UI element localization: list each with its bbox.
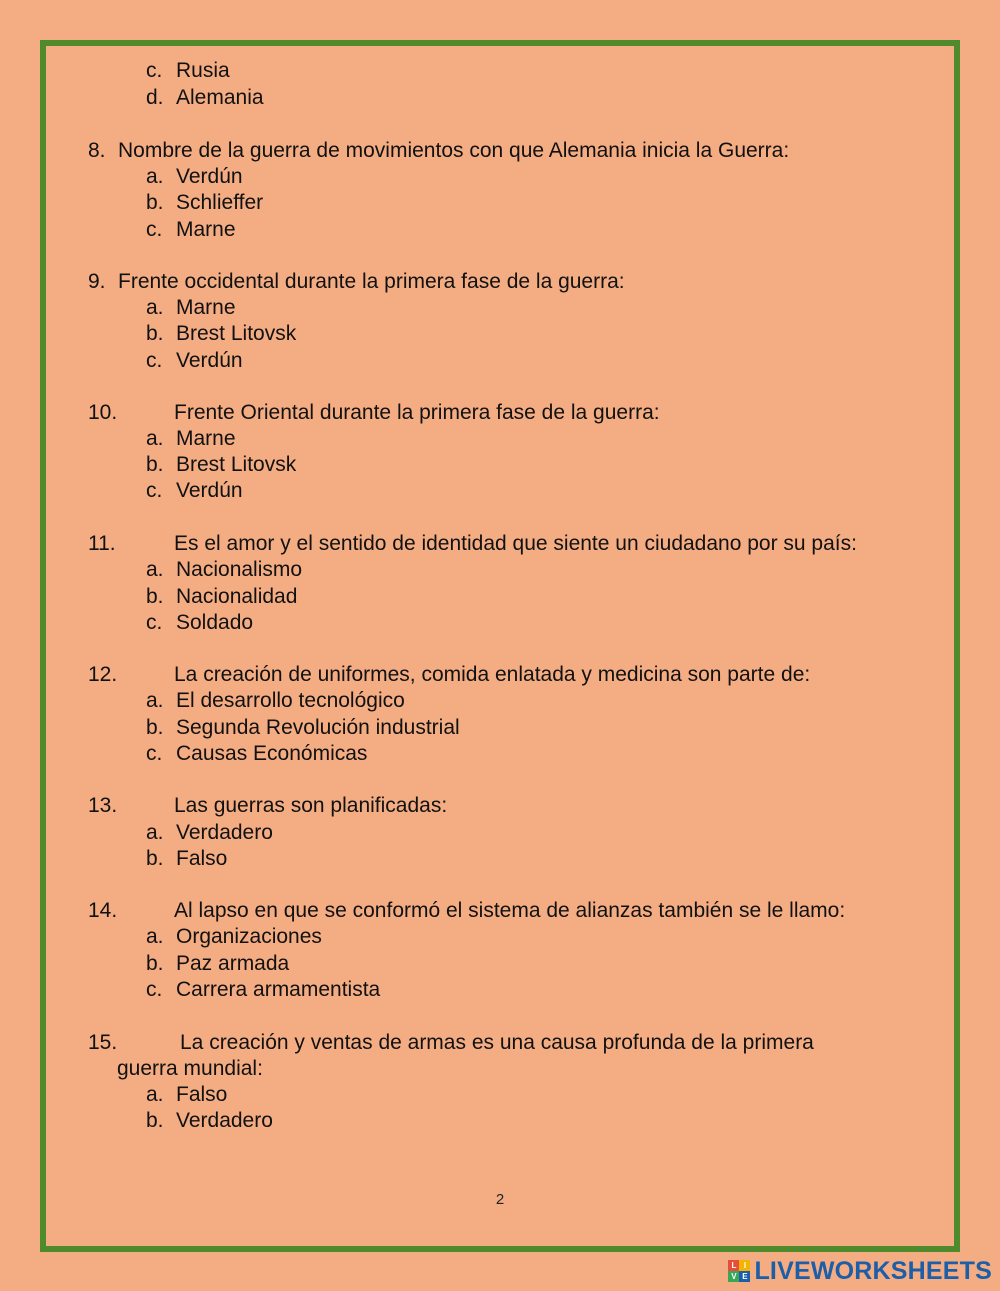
question-15-continued: guerra mundial: <box>117 1057 263 1080</box>
q13-option-b[interactable]: b. Falso <box>146 847 228 870</box>
q10-option-b[interactable]: b. Brest Litovsk <box>146 453 297 476</box>
q8-option-a[interactable]: a. Verdún <box>146 165 243 188</box>
question-9: 9. Frente occidental durante la primera fase de la guerra: <box>88 270 625 293</box>
q15-option-b[interactable]: b. Verdadero <box>146 1109 273 1132</box>
option-c-carryover: c. Rusia <box>146 59 230 82</box>
q12-option-c[interactable]: c. Causas Económicas <box>146 742 368 765</box>
question-14: 14. Al lapso en que se conformó el sistema de alianzas también se le llamo: <box>88 899 846 922</box>
q10-option-a[interactable]: a. Marne <box>146 427 236 450</box>
q15-option-a[interactable]: a. Falso <box>146 1083 228 1106</box>
liveworksheets-brand[interactable] <box>728 1256 992 1286</box>
q11-option-a[interactable]: a. Nacionalismo <box>146 558 303 581</box>
question-11: 11. Es el amor y el sentido de identidad que siente un ciudadano por su país: <box>88 532 857 555</box>
question-15: 15. La creación y ventas de armas es una causa profunda de la primera <box>88 1031 814 1054</box>
question-13: 13. Las guerras son planificadas: <box>88 794 448 817</box>
logo-letter-e: E <box>739 1271 750 1282</box>
logo-letter-v: V <box>728 1271 739 1282</box>
q12-option-a[interactable]: a. El desarrollo tecnológico <box>146 689 405 712</box>
brand-name: LIVEWORKSHEETS <box>754 1256 992 1285</box>
question-12: 12. La creación de uniformes, comida enlatada y medicina son parte de: <box>88 663 811 686</box>
question-10: 10. Frente Oriental durante la primera fase de la guerra: <box>88 401 660 424</box>
q9-option-b[interactable]: b. Brest Litovsk <box>146 322 297 345</box>
q8-option-b[interactable]: b. Schlieffer <box>146 191 264 214</box>
question-8: 8. Nombre de la guerra de movimientos con que Alemania inicia la Guerra: <box>88 139 790 162</box>
q13-option-a[interactable]: a. Verdadero <box>146 821 273 844</box>
q10-option-c[interactable]: c. Verdún <box>146 479 243 502</box>
q11-option-c[interactable]: c. Soldado <box>146 611 254 634</box>
logo-letter-i: I <box>739 1260 750 1271</box>
q11-option-b[interactable]: b. Nacionalidad <box>146 585 298 608</box>
q9-option-c[interactable]: c. Verdún <box>146 349 243 372</box>
q8-option-c[interactable]: c. Marne <box>146 218 236 241</box>
q14-option-a[interactable]: a. Organizaciones <box>146 925 322 948</box>
q14-option-b[interactable]: b. Paz armada <box>146 952 290 975</box>
liveworksheets-logo-icon <box>728 1260 750 1282</box>
q14-option-c[interactable]: c. Carrera armamentista <box>146 978 381 1001</box>
logo-letter-l: L <box>728 1260 739 1271</box>
page-number: 2 <box>495 1191 505 1208</box>
q12-option-b[interactable]: b. Segunda Revolución industrial <box>146 716 460 739</box>
q9-option-a[interactable]: a. Marne <box>146 296 236 319</box>
option-d-carryover: d. Alemania <box>146 86 264 109</box>
